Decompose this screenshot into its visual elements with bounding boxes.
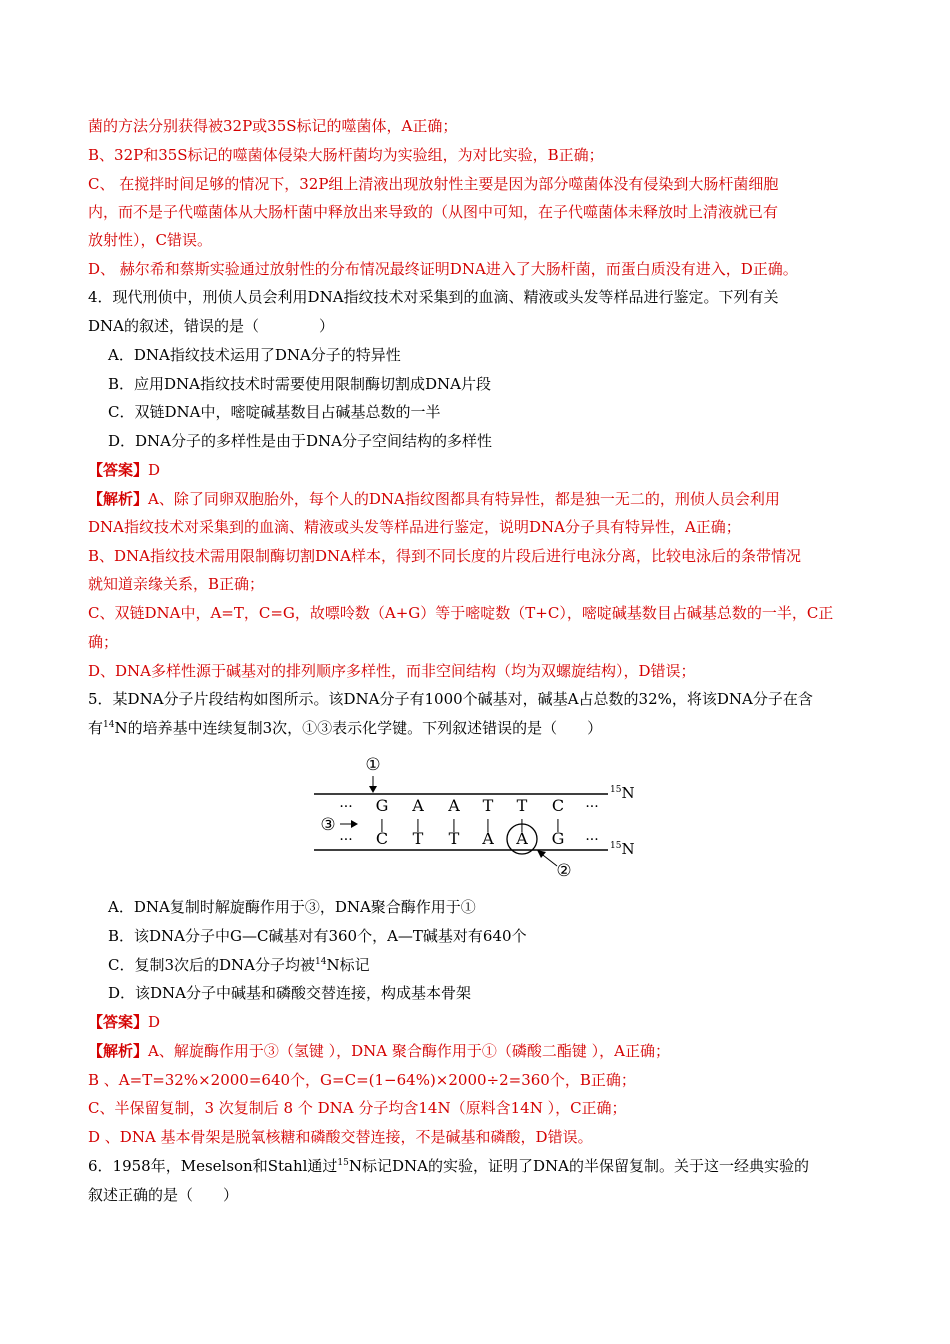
q3-analysis-line: C、 在搅拌时间足够的情况下，32P组上清液出现放射性主要是因为部分噬菌体没有侵染到大肠杆菌细胞 bbox=[88, 175, 779, 193]
q4-answer bbox=[88, 460, 160, 480]
q4-option-c: C．双链DNA中，嘧啶碱基数目占碱基总数的一半 bbox=[108, 403, 441, 421]
label-1-arrowhead bbox=[369, 786, 377, 793]
q4-option-a: A．DNA指纹技术运用了DNA分子的特异性 bbox=[108, 346, 401, 364]
bottom-strand-dots: ··· bbox=[339, 832, 353, 848]
q5-stem: 5．某DNA分子片段结构如图所示。该DNA分子有1000个碱基对，碱基A占总数的32%，将该DNA分子在含 bbox=[88, 690, 813, 708]
analysis-text: A、除了同卵双胞胎外，每个人的DNA指纹图都具有特异性，都是独一无二的，刑侦人员会利用 bbox=[148, 490, 780, 508]
analysis-text: A、解旋酶作用于③（氢键 ），DNA 聚合酶作用于①（磷酸二酯键 ），A正确； bbox=[148, 1042, 670, 1060]
q5-stem-post: N的培养基中连续复制3次，①③表示化学键。下列叙述错误的是（ ） bbox=[114, 719, 603, 737]
q5-analysis-line: D 、DNA 基本骨架是脱氧核糖和磷酸交替连接，不是碱基和磷酸，D错误。 bbox=[88, 1128, 593, 1146]
q3-analysis-line: 内，而不是子代噬菌体从大肠杆菌中释放出来导致的（从图中可知，在子代噬菌体未释放时上清液就已有 bbox=[88, 203, 779, 221]
label-3-arrowhead bbox=[351, 820, 358, 828]
base-top-6: C bbox=[551, 796, 565, 815]
q5-option-a: A．DNA复制时解旋酶作用于③，DNA聚合酶作用于① bbox=[108, 898, 476, 916]
bottom-strand-dots-end: ··· bbox=[585, 832, 599, 848]
q4-stem: DNA的叙述，错误的是（ ） bbox=[88, 317, 334, 335]
option-c-post: N标记 bbox=[326, 956, 370, 974]
bond-mark: | bbox=[555, 818, 561, 833]
base-bottom-1: C bbox=[375, 829, 389, 848]
q4-analysis-line: 就知道亲缘关系，B正确； bbox=[88, 575, 265, 593]
bond-mark: | bbox=[485, 818, 491, 833]
q4-analysis-line: B、DNA指纹技术需用限制酶切割DNA样本，得到不同长度的片段后进行电泳分离，比较电泳后的条带情况 bbox=[88, 547, 801, 565]
q5-stem bbox=[88, 718, 602, 738]
analysis-label: 【解析】 bbox=[88, 490, 149, 508]
isotope-superscript: 15 bbox=[337, 1158, 349, 1168]
q5-analysis-line: C、半保留复制，3 次复制后 8 个 DNA 分子均含14N（原料含14N ），C正确； bbox=[88, 1099, 627, 1117]
isotope-superscript: 14 bbox=[315, 957, 327, 967]
q5-analysis-line: B 、A=T=32%×2000=640个，G=C=(1−64%)×2000÷2=360个，B正确； bbox=[88, 1071, 636, 1089]
q3-analysis-line: 菌的方法分别获得被32P或35S标记的噬菌体，A正确； bbox=[88, 117, 458, 135]
q3-analysis-line: B、32P和35S标记的噬菌体侵染大肠杆菌均为实验组，为对比实验，B正确； bbox=[88, 146, 604, 164]
q4-analysis-line: C、双链DNA中，A=T，C=G，故嘌呤数（A+G）等于嘧啶数（T+C），嘧啶碱基数目占碱基总数的一半，C正 bbox=[88, 604, 834, 622]
base-top-4: T bbox=[482, 796, 494, 815]
option-c-pre: C．复制3次后的DNA分子均被 bbox=[108, 956, 316, 974]
base-bottom-6: G bbox=[551, 829, 565, 848]
bond-mark: | bbox=[451, 818, 457, 833]
label-1: ① bbox=[365, 755, 381, 775]
q5-option-d: D．该DNA分子中碱基和磷酸交替连接，构成基本骨架 bbox=[108, 984, 472, 1002]
q5-stem-pre: 有 bbox=[88, 719, 104, 737]
base-top-2: A bbox=[412, 796, 424, 815]
q4-analysis-line: D、DNA多样性源于碱基对的排列顺序多样性，而非空间结构（均为双螺旋结构），D错误； bbox=[88, 662, 696, 680]
top-strand-dots-end: ··· bbox=[585, 799, 599, 815]
q6-stem: 叙述正确的是（ ） bbox=[88, 1186, 239, 1204]
dna-fragment-figure bbox=[300, 750, 660, 885]
q3-analysis-line: D、 赫尔希和蔡斯实验通过放射性的分布情况最终证明DNA进入了大肠杆菌，而蛋白质没有进入，D正确。 bbox=[88, 260, 798, 278]
answer-value: D bbox=[148, 1013, 161, 1031]
q4-option-b: B．应用DNA指纹技术时需要使用限制酶切割成DNA片段 bbox=[108, 375, 491, 393]
q4-analysis bbox=[88, 489, 780, 509]
q6-stem-post: N标记DNA的实验，证明了DNA的半保留复制。关于这一经典实验的 bbox=[348, 1157, 809, 1175]
base-top-3: A bbox=[448, 796, 460, 815]
q5-option-c bbox=[108, 955, 370, 975]
q6-stem-pre: 6．1958年，Meselson和Stahl通过 bbox=[88, 1157, 338, 1175]
base-bottom-3: T bbox=[448, 829, 460, 848]
answer-value: D bbox=[148, 461, 161, 479]
answer-label: 【答案】 bbox=[88, 461, 149, 479]
bond-mark: | bbox=[415, 818, 421, 833]
label-2: ② bbox=[556, 861, 572, 881]
isotope-label-top: $^{15}$N bbox=[610, 784, 635, 802]
q4-analysis-line: DNA指纹技术对采集到的血滴、精液或头发等样品进行鉴定，说明DNA分子具有特异性，A正确； bbox=[88, 518, 741, 536]
analysis-label: 【解析】 bbox=[88, 1042, 149, 1060]
bond-mark: | bbox=[519, 818, 525, 833]
base-bottom-2: T bbox=[412, 829, 424, 848]
isotope-label-bottom: $^{15}$N bbox=[610, 840, 635, 858]
q4-option-d: D．DNA分子的多样性是由于DNA分子空间结构的多样性 bbox=[108, 432, 492, 450]
top-strand-dots: ··· bbox=[339, 799, 353, 815]
base-bottom-5: A bbox=[516, 829, 528, 848]
q4-analysis-line: 确； bbox=[88, 633, 119, 651]
base-bottom-4: A bbox=[482, 829, 494, 848]
base-top-5: T bbox=[516, 796, 528, 815]
q4-stem: 4．现代刑侦中，刑侦人员会利用DNA指纹技术对采集到的血滴、精液或头发等样品进行鉴定。下列有关 bbox=[88, 288, 779, 306]
q3-analysis-line: 放射性），C错误。 bbox=[88, 231, 212, 249]
q6-stem bbox=[88, 1156, 809, 1176]
answer-label: 【答案】 bbox=[88, 1013, 149, 1031]
q5-analysis bbox=[88, 1041, 670, 1061]
q5-option-b: B．该DNA分子中G—C碱基对有360个，A—T碱基对有640个 bbox=[108, 927, 527, 945]
label-3: ③ bbox=[320, 815, 336, 835]
bond-mark: | bbox=[379, 818, 385, 833]
q5-answer bbox=[88, 1012, 160, 1032]
base-top-1: G bbox=[375, 796, 389, 815]
isotope-superscript: 14 bbox=[103, 720, 115, 730]
